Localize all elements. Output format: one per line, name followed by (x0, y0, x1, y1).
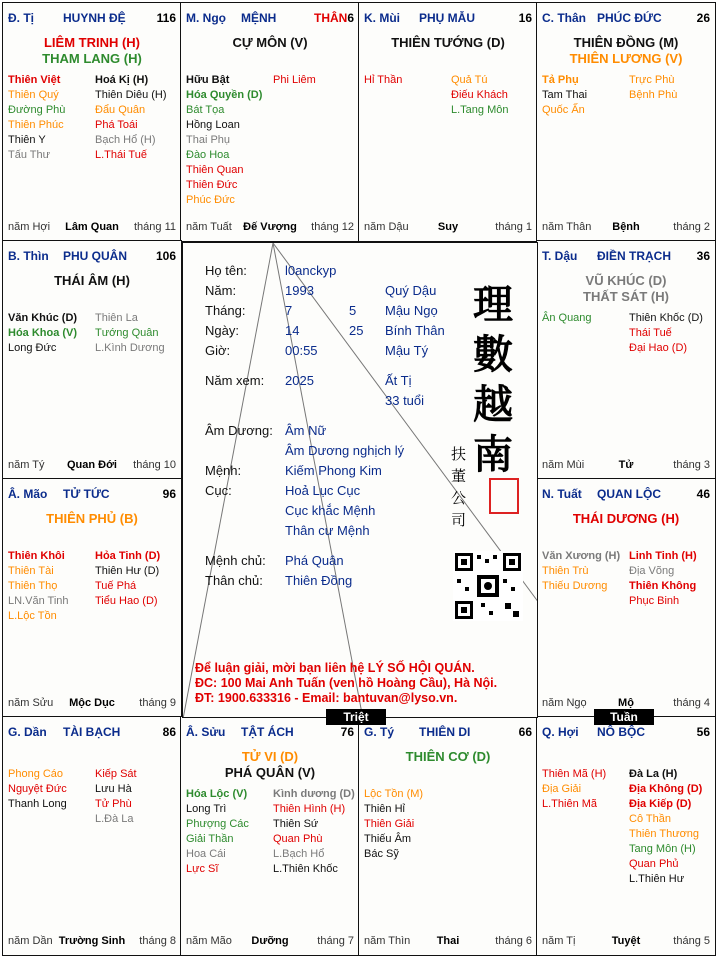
minor-star: L.Thiên Mã (542, 798, 598, 810)
info-value: 00:55 (285, 343, 318, 358)
footer-state: Thai (436, 935, 460, 947)
palace-footer (186, 935, 354, 949)
minor-star: Điếu Khách (451, 89, 508, 101)
info-value: Thiên Đồng (285, 573, 353, 588)
palace-number: 66 (518, 725, 532, 739)
main-stars (537, 511, 715, 527)
minor-star: Phúc Đức (186, 194, 235, 206)
footer-year: năm Tị (542, 935, 576, 947)
main-star: LIÊM TRINH (H) (43, 35, 141, 50)
minor-star: Hồng Loan (186, 119, 240, 131)
palace-number: 86 (162, 725, 176, 739)
minor-star: Cô Thần (629, 813, 671, 825)
minor-star: Phá Toái (95, 119, 138, 131)
palace-name: TÀI BẠCH (63, 725, 121, 739)
footer-state: Trường Sinh (58, 935, 126, 947)
minor-star: Long Trì (186, 803, 227, 815)
minor-star: Đào Hoa (186, 149, 230, 161)
main-star: THIÊN ĐỒNG (M) (573, 35, 679, 50)
footer-year: năm Dậu (364, 221, 409, 233)
info-value: 7 (285, 303, 293, 318)
footer-state: Suy (437, 221, 459, 233)
footer-month: tháng 11 (133, 221, 176, 233)
main-star: THAM LANG (H) (42, 51, 142, 66)
palace-footer (542, 221, 710, 235)
main-star: THÁI DƯƠNG (H) (572, 511, 680, 526)
minor-star: Địa Không (D) (629, 783, 703, 795)
info-value: Cục khắc Mệnh (285, 503, 376, 518)
seal-char-3: 公 (451, 489, 467, 507)
minor-stars-right (95, 549, 160, 609)
palace-header (186, 725, 354, 741)
info-label: Năm xem: (205, 373, 265, 388)
main-stars (359, 35, 537, 51)
minor-stars-right (629, 767, 702, 887)
palace-footer (542, 935, 710, 949)
minor-star: Văn Khúc (D) (8, 312, 78, 324)
footer-month: tháng 4 (673, 697, 710, 709)
minor-star: L.Thiên Hư (629, 873, 685, 885)
footer-state: Đế Vượng (243, 221, 297, 233)
footer-year: năm Ngọ (542, 697, 587, 709)
palace-suu[interactable] (180, 716, 360, 956)
minor-stars-right (629, 549, 697, 609)
main-star: PHÁ QUÂN (V) (224, 765, 316, 780)
minor-star: L.Lộc Tồn (8, 610, 57, 622)
minor-stars-left (8, 311, 77, 356)
footer-state: Mộ (618, 697, 634, 709)
palace-name: TẬT ÁCH (241, 725, 294, 739)
footer-month: tháng 7 (317, 935, 354, 947)
footer-year: năm Thìn (364, 935, 411, 947)
footer-month: tháng 5 (673, 935, 710, 947)
minor-stars-left (542, 549, 620, 594)
main-star: THIÊN PHỦ (B) (46, 511, 138, 526)
minor-star: Văn Xương (H) (542, 550, 621, 562)
palace-position: M. Ngọ (186, 11, 226, 25)
minor-star: Lưu Hà (95, 783, 132, 795)
palace-footer (364, 221, 532, 235)
info-value-canchi: Quý Dậu (385, 283, 437, 298)
minor-star: Đại Hao (D) (629, 342, 688, 354)
minor-star: Kiếp Sát (95, 768, 137, 780)
info-value: 2025 (285, 373, 314, 388)
contact-line-1: Để luận giải, mời bạn liên hệ LÝ SỐ HỘI QUÁN. (195, 661, 475, 675)
footer-month: tháng 10 (133, 459, 176, 471)
footer-month: tháng 8 (139, 935, 176, 947)
than-marker: THÂN (314, 11, 348, 25)
palace-position: Q. Hợi (542, 725, 579, 739)
main-stars (3, 511, 181, 527)
footer-month: tháng 6 (495, 935, 532, 947)
minor-stars-left (542, 73, 587, 118)
qr-code (453, 551, 523, 621)
minor-stars-right (451, 73, 508, 118)
palace-tuat[interactable] (536, 478, 716, 718)
palace-name: PHỤ MẪU (419, 11, 475, 25)
palace-position: Đ. Tị (8, 11, 34, 25)
info-value-canchi: Mậu Ngọ (385, 303, 438, 318)
footer-state: Dưỡng (251, 935, 289, 947)
palace-header (542, 725, 710, 741)
minor-stars-left (542, 311, 592, 326)
palace-name: ĐIỀN TRẠCH (597, 249, 671, 263)
palace-header (364, 11, 532, 27)
minor-star: Quả Tú (451, 74, 488, 86)
minor-star: L.Đà La (95, 813, 134, 825)
palace-ngo[interactable] (180, 2, 360, 242)
minor-star: Kình dương (D) (273, 788, 355, 800)
logo-char-1: 理 (473, 281, 513, 328)
palace-name: QUAN LỘC (597, 487, 661, 501)
minor-stars-right (95, 311, 165, 356)
palace-footer (8, 459, 176, 473)
minor-star: Thiên Quý (8, 89, 59, 101)
info-label: Mệnh chủ: (205, 553, 266, 568)
palace-name: PHÚC ĐỨC (597, 11, 662, 25)
info-label: Ngày: (205, 323, 239, 338)
minor-star: Quan Phù (273, 833, 323, 845)
minor-star: Thiên Diêu (H) (95, 89, 167, 101)
footer-year: năm Thân (542, 221, 592, 233)
palace-mao[interactable] (2, 478, 182, 718)
minor-star: Thai Phụ (186, 134, 231, 146)
minor-stars-right (273, 787, 355, 877)
palace-footer (8, 697, 176, 711)
palace-header (542, 11, 710, 27)
footer-state: Tử (618, 459, 634, 471)
palace-header (542, 487, 710, 503)
palace-dau[interactable] (536, 240, 716, 480)
main-stars (359, 749, 537, 765)
minor-star: Địa Kiếp (D) (629, 798, 692, 810)
contact-line-3: ĐT: 1900.633316 - Email: bantuvan@lyso.vn. (195, 691, 458, 705)
palace-header (8, 11, 176, 27)
main-stars (3, 273, 181, 289)
info-value: 14 (285, 323, 300, 338)
info-value: Âm Nữ (285, 423, 327, 438)
minor-star: Tiểu Hao (D) (95, 595, 158, 607)
minor-star: Phong Cáo (8, 768, 64, 780)
minor-stars-left (364, 787, 423, 862)
palace-position: C. Thân (542, 11, 586, 25)
minor-stars-left (8, 73, 65, 163)
palace-dan[interactable] (2, 716, 182, 956)
footer-month: tháng 12 (311, 221, 354, 233)
minor-star: Linh Tinh (H) (629, 550, 697, 562)
footer-state: Tuyệt (611, 935, 641, 947)
info-value: 1993 (285, 283, 314, 298)
info-label: Giờ: (205, 343, 231, 358)
minor-star: Hóa Quyền (D) (186, 89, 263, 101)
info-value: l0anckyp (285, 263, 337, 278)
minor-star: Hóa Khoa (V) (8, 327, 78, 339)
logo-char-3: 越 (473, 381, 513, 428)
seal-char-4: 司 (451, 511, 467, 529)
info-value: Hoả Lục Cục (285, 483, 361, 498)
footer-month: tháng 2 (673, 221, 710, 233)
minor-star: Đẩu Quân (95, 104, 146, 116)
minor-star: Lực Sĩ (186, 863, 219, 875)
palace-hoi[interactable] (536, 716, 716, 956)
minor-star: Ân Quang (542, 312, 592, 324)
minor-stars-left (186, 787, 249, 877)
palace-ty[interactable] (2, 2, 182, 242)
palace-position: T. Dậu (542, 249, 578, 263)
seal-char-1: 扶 (451, 445, 467, 463)
palace-position: Â. Sửu (186, 725, 226, 739)
minor-star: Đường Phù (8, 104, 66, 116)
main-star: THIÊN LƯƠNG (V) (569, 51, 683, 66)
palace-number: 106 (155, 249, 176, 263)
main-star: CỰ MÔN (V) (232, 35, 308, 50)
palace-footer (542, 459, 710, 473)
minor-stars-left (364, 73, 402, 88)
minor-star: Thiên Hình (H) (273, 803, 346, 815)
palace-footer (8, 221, 176, 235)
footer-state: Bệnh (612, 221, 640, 233)
minor-star: Thiên Sứ (273, 818, 319, 830)
minor-star: Trực Phù (629, 74, 675, 86)
palace-name: THIÊN DI (419, 725, 471, 739)
palace-position: K. Mùi (364, 11, 400, 25)
palace-mui[interactable] (358, 2, 538, 242)
minor-star: Phượng Các (186, 818, 249, 830)
minor-star: Tả Phụ (542, 74, 579, 86)
palace-header (364, 725, 532, 741)
info-label: Mệnh: (205, 463, 242, 478)
info-value-canchi: Mậu Tý (385, 343, 429, 358)
main-stars (537, 35, 715, 67)
palace-footer (8, 935, 176, 949)
minor-star: Thiên Phúc (8, 119, 64, 131)
minor-stars-right (629, 311, 703, 356)
minor-star: Quan Phủ (629, 858, 679, 870)
minor-star: Thiếu Dương (542, 580, 608, 592)
minor-star: Long Đức (8, 342, 57, 354)
palace-thin[interactable] (2, 240, 182, 480)
footer-state: Lâm Quan (65, 221, 119, 233)
info-value-canchi: 33 tuổi (385, 393, 425, 408)
main-star: THIÊN CƠ (D) (405, 749, 491, 764)
palace-ty2[interactable] (358, 716, 538, 956)
minor-stars-left (186, 73, 262, 208)
minor-star: Phục Binh (629, 595, 680, 607)
info-value-lunar: 25 (349, 323, 364, 338)
footer-state: Quan Đới (67, 459, 117, 471)
main-star: THẤT SÁT (H) (583, 289, 669, 304)
tuan-badge: Tuần (594, 709, 654, 725)
seal-char-2: 董 (451, 467, 467, 485)
main-stars (3, 35, 181, 67)
minor-star: Bệnh Phù (629, 89, 678, 101)
minor-star: LN.Văn Tinh (8, 595, 69, 607)
main-star: THIÊN TƯỚNG (D) (391, 35, 505, 50)
main-stars (537, 273, 715, 305)
palace-position: N. Tuất (542, 487, 582, 501)
minor-star: Tấu Thư (8, 149, 51, 161)
palace-number: 6 (347, 11, 354, 25)
minor-star: L.Thái Tuế (95, 149, 147, 161)
main-stars (181, 35, 359, 51)
footer-year: năm Tuất (186, 221, 232, 233)
minor-star: Tang Môn (H) (629, 843, 696, 855)
palace-number: 76 (340, 725, 354, 739)
minor-star: Thiên Hỉ (364, 803, 405, 815)
minor-star: Bát Tọa (186, 104, 225, 116)
minor-star: Thiên Đức (186, 179, 238, 191)
palace-number: 116 (156, 11, 176, 25)
palace-number: 26 (696, 11, 710, 25)
minor-star: Hoá Kị (H) (95, 74, 149, 86)
info-label: Âm Dương: (205, 423, 273, 438)
center-info-panel (182, 242, 538, 718)
palace-name: HUYNH ĐỆ (63, 11, 126, 25)
palace-position: G. Dần (8, 725, 47, 739)
minor-star: Thiên Việt (8, 74, 61, 86)
palace-header (186, 11, 354, 27)
minor-star: Lộc Tồn (M) (364, 788, 424, 800)
footer-month: tháng 1 (495, 221, 532, 233)
info-value: Thân cư Mệnh (285, 523, 370, 538)
minor-star: Thanh Long (8, 798, 67, 810)
minor-star: Thiên Khôi (8, 550, 65, 562)
minor-star: Địa Võng (629, 565, 675, 577)
minor-star: Nguyệt Đức (8, 783, 67, 795)
palace-number: 36 (696, 249, 710, 263)
minor-star: Thiên Trù (542, 565, 589, 577)
minor-star: Tuế Phá (95, 580, 137, 592)
minor-star: Thiên Mã (H) (542, 768, 607, 780)
main-star: TỬ VI (D) (241, 749, 299, 764)
info-value: Phá Quân (285, 553, 344, 568)
footer-month: tháng 3 (673, 459, 710, 471)
palace-number: 96 (162, 487, 176, 501)
info-value: Âm Dương nghịch lý (285, 443, 405, 458)
minor-star: Tam Thai (542, 89, 588, 101)
minor-stars-right (95, 73, 167, 163)
palace-position: Â. Mão (8, 487, 48, 501)
palace-number: 16 (518, 11, 532, 25)
main-star: THÁI ÂM (H) (54, 273, 130, 288)
palace-position: G. Tý (364, 725, 395, 739)
info-label: Thân chủ: (205, 573, 263, 588)
info-label: Cục: (205, 483, 232, 498)
minor-star: Thiên Thương (629, 828, 700, 840)
minor-stars-left (8, 767, 67, 812)
minor-star: Thiên Tài (8, 565, 54, 577)
palace-header (8, 249, 176, 265)
minor-stars-left (542, 767, 606, 812)
palace-footer (364, 935, 532, 949)
minor-stars-right (95, 767, 137, 827)
minor-stars-right (629, 73, 677, 103)
footer-year: năm Hợi (8, 221, 51, 233)
info-value-lunar: 5 (349, 303, 357, 318)
palace-number: 56 (696, 725, 710, 739)
minor-star: Hoa Cái (186, 848, 226, 860)
minor-star: Thiên Quan (186, 164, 244, 176)
minor-star: Bạch Hổ (H) (95, 134, 156, 146)
logo-char-2: 數 (473, 331, 513, 378)
palace-header (542, 249, 710, 265)
minor-star: L.Thiên Khốc (273, 863, 338, 875)
minor-star: L.Bạch Hổ (273, 848, 325, 860)
minor-star: Quốc Ấn (542, 104, 585, 116)
footer-state: Mộc Dục (69, 697, 115, 709)
palace-header (8, 487, 176, 503)
palace-than[interactable] (536, 2, 716, 242)
info-label: Họ tên: (205, 263, 247, 278)
minor-star: Thiên Không (629, 580, 697, 592)
info-value-canchi: Ất Tị (385, 373, 412, 388)
minor-star: L.Kình Dương (95, 342, 165, 354)
minor-star: Tướng Quân (95, 327, 159, 339)
minor-star: Giải Thần (186, 833, 234, 845)
minor-star: Hỏa Tinh (D) (95, 550, 161, 562)
minor-star: Thiên Thọ (8, 580, 58, 592)
minor-star: Thiên Y (8, 134, 46, 146)
minor-stars-right (273, 73, 316, 88)
footer-year: năm Dần (8, 935, 53, 947)
logo-char-4: 南 (473, 431, 513, 478)
info-label: Năm: (205, 283, 237, 298)
palace-name: NÔ BỘC (597, 725, 645, 739)
main-star: VŨ KHÚC (D) (585, 273, 667, 288)
minor-star: Thiếu Âm (364, 833, 412, 845)
minor-star: Bác Sỹ (364, 848, 399, 860)
minor-star: Đà La (H) (629, 768, 678, 780)
info-label: Tháng: (205, 303, 246, 318)
main-stars (181, 749, 359, 781)
footer-year: năm Sửu (8, 697, 54, 709)
minor-star: Thiên Hư (D) (95, 565, 160, 577)
minor-star: Thiên La (95, 312, 138, 324)
info-value-canchi: Bính Thân (385, 323, 445, 338)
minor-star: Phi Liêm (273, 74, 316, 86)
tuvi-chart-board (2, 2, 718, 958)
red-seal-stamp (489, 478, 519, 514)
palace-footer (186, 221, 354, 235)
footer-year: năm Mùi (542, 459, 585, 471)
footer-month: tháng 9 (139, 697, 176, 709)
minor-star: Hóa Lộc (V) (186, 788, 248, 800)
footer-year: năm Tý (8, 459, 45, 471)
triet-badge: Triệt (326, 709, 386, 725)
minor-star: Địa Giải (542, 783, 582, 795)
palace-position: B. Thìn (8, 249, 49, 263)
minor-star: Thiên Khốc (D) (629, 312, 703, 324)
palace-name: MỆNH (241, 11, 277, 25)
minor-stars-left (8, 549, 69, 624)
palace-name: TỬ TỨC (63, 487, 110, 501)
palace-header (8, 725, 176, 741)
minor-star: Thiên Giải (364, 818, 415, 830)
minor-star: Thái Tuế (629, 327, 672, 339)
info-value: Kiếm Phong Kim (285, 463, 382, 478)
footer-year: năm Mão (186, 935, 232, 947)
palace-number: 46 (696, 487, 710, 501)
contact-line-2: ĐC: 100 Mai Anh Tuấn (ven hồ Hoàng Cầu), Hà Nội. (195, 676, 498, 690)
minor-star: L.Tang Môn (451, 104, 509, 116)
minor-star: Hỉ Thần (364, 74, 403, 86)
minor-star: Hữu Bật (186, 74, 230, 86)
minor-star: Tử Phù (95, 798, 132, 810)
palace-name: PHU QUÂN (63, 249, 128, 263)
